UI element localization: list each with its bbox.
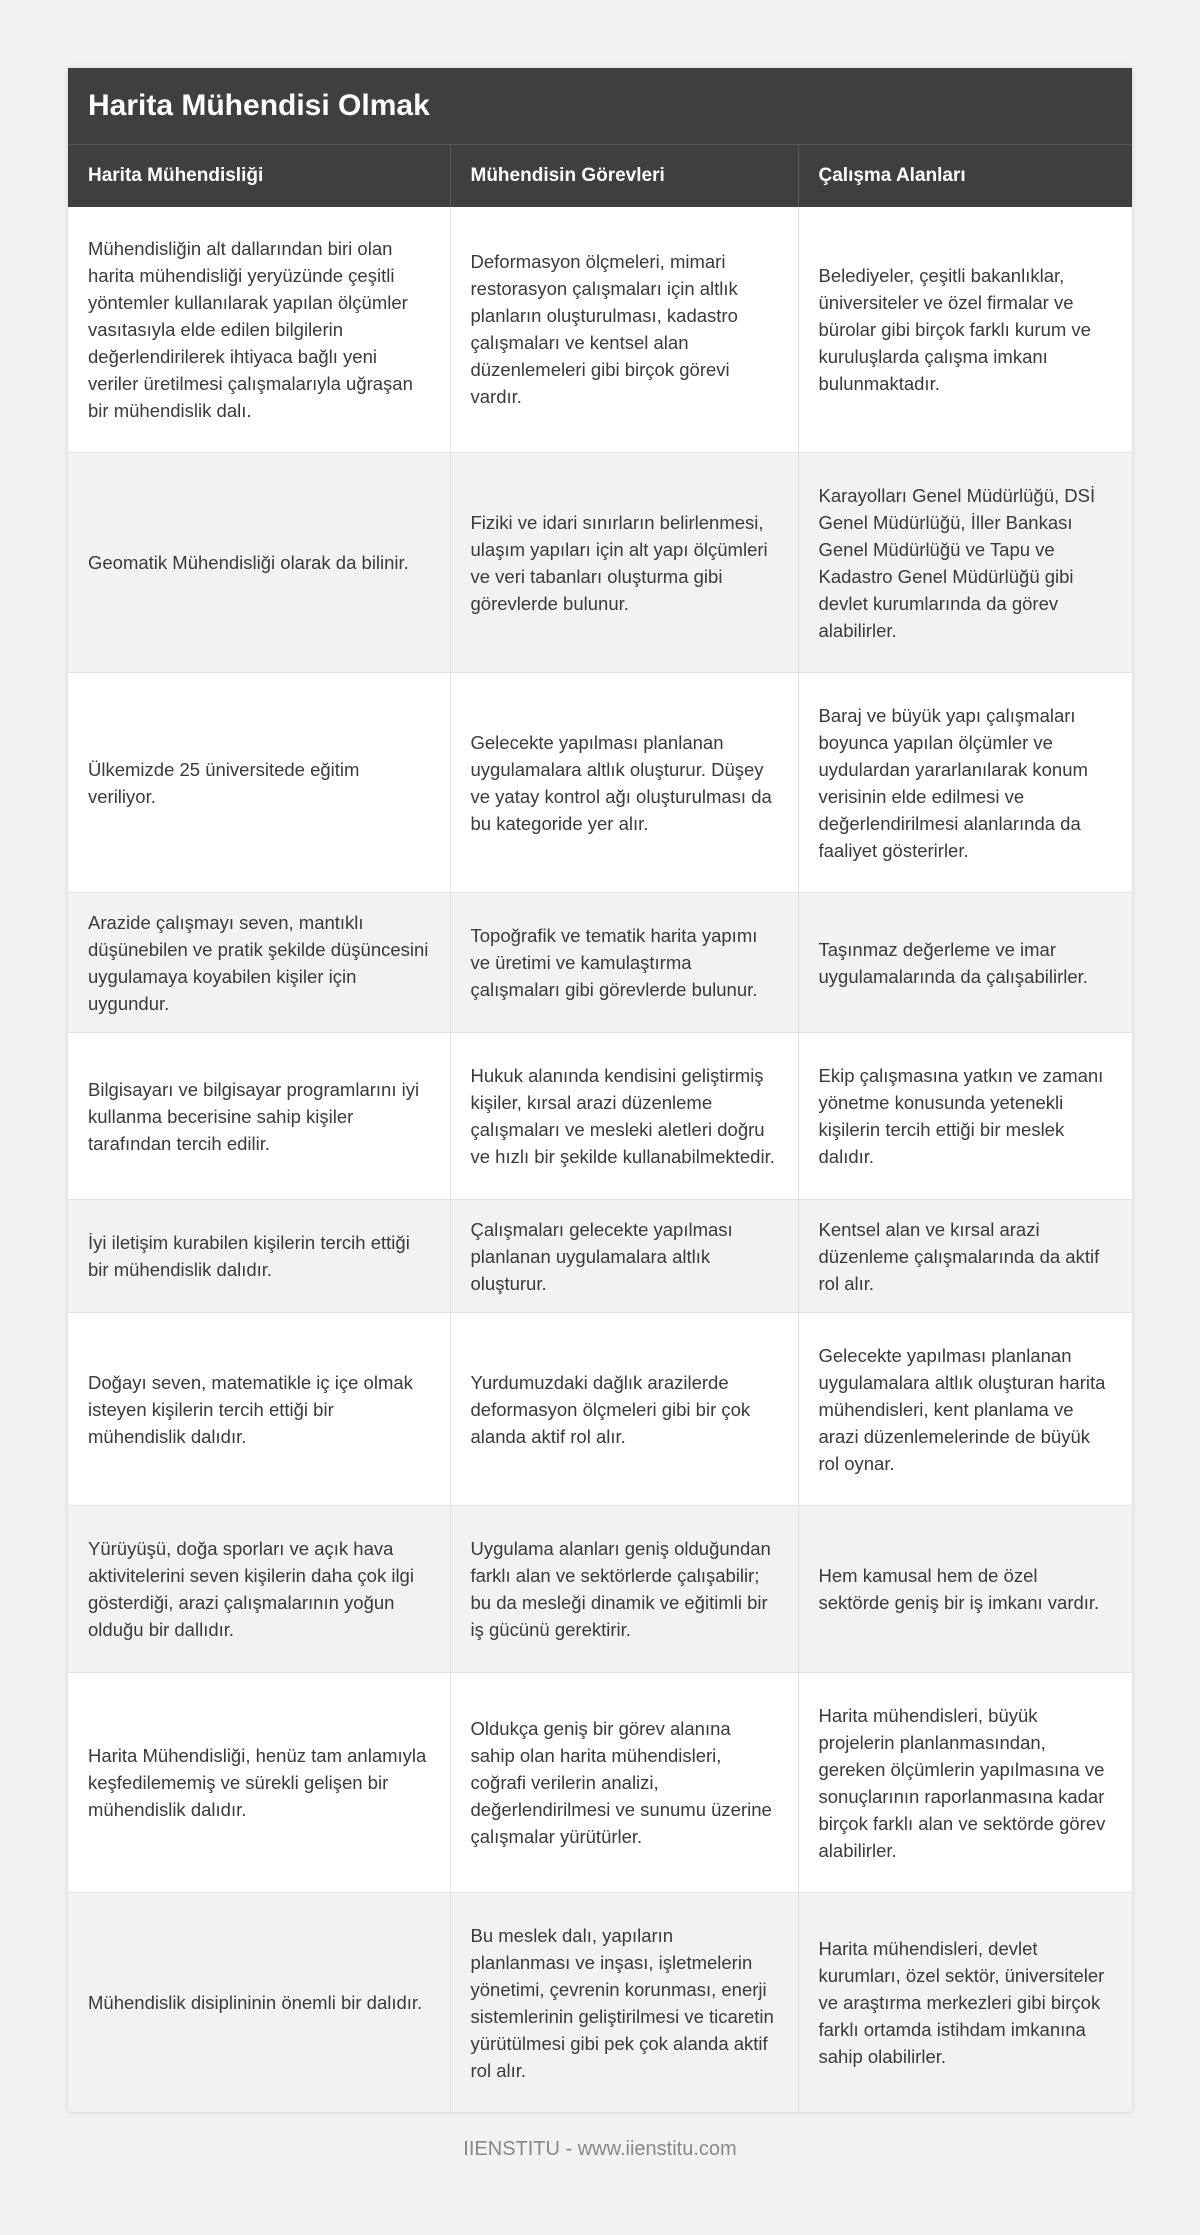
table-cell: Gelecekte yapılması planlanan uygulamalara altlık oluşturan harita mühendisleri, kent planlama ve arazi düzenlemelerinde de büyük rol oynar. [798, 1313, 1132, 1506]
table-cell: Harita mühendisleri, büyük projelerin planlanmasından, gereken ölçümlerin yapılmasına ve sonuçlarının raporlanmasına kadar birçok farklı alan ve sektörde görev alabilirler. [798, 1673, 1132, 1893]
table-cell: Ekip çalışmasına yatkın ve zamanı yönetme konusunda yetenekli kişilerin tercih ettiği bir meslek dalıdır. [798, 1033, 1132, 1200]
table-cell: Mühendislik disiplininin önemli bir dalıdır. [68, 1893, 450, 2113]
table-row [68, 1033, 1132, 1200]
table-cell: Topoğrafik ve tematik harita yapımı ve üretimi ve kamulaştırma çalışmaları gibi görevlerde bulunur. [450, 893, 798, 1033]
table-title: Harita Mühendisi Olmak [68, 68, 1132, 144]
table-cell: Belediyeler, çeşitli bakanlıklar, üniversiteler ve özel firmalar ve bürolar gibi birçok farklı kurum ve kuruluşlarda çalışma imkanı bulunmaktadır. [798, 207, 1132, 453]
table-cell: Bu meslek dalı, yapıların planlanması ve inşası, işletmelerin yönetimi, çevrenin korunması, enerji sistemlerinin geliştirilmesi ve ticaretin yürütülmesi gibi pek çok alanda aktif rol alır. [450, 1893, 798, 2113]
table-cell: Geomatik Mühendisliği olarak da bilinir. [68, 453, 450, 673]
table-cell: Ülkemizde 25 üniversitede eğitim veriliyor. [68, 673, 450, 893]
table-cell: İyi iletişim kurabilen kişilerin tercih ettiği bir mühendislik dalıdır. [68, 1200, 450, 1313]
table-cell: Harita Mühendisliği, henüz tam anlamıyla keşfedilememiş ve sürekli gelişen bir mühendislik dalıdır. [68, 1673, 450, 1893]
table-cell: Taşınmaz değerleme ve imar uygulamalarında da çalışabilirler. [798, 893, 1132, 1033]
table-cell: Uygulama alanları geniş olduğundan farklı alan ve sektörlerde çalışabilir; bu da mesleği dinamik ve eğitimli bir iş gücünü gerektirir. [450, 1506, 798, 1673]
table-row [68, 1313, 1132, 1506]
table-cell: Fiziki ve idari sınırların belirlenmesi, ulaşım yapıları için alt yapı ölçümleri ve veri tabanları oluşturma gibi görevlerde bulunur. [450, 453, 798, 673]
table-cell: Karayolları Genel Müdürlüğü, DSİ Genel Müdürlüğü, İller Bankası Genel Müdürlüğü ve Tapu ve Kadastro Genel Müdürlüğü gibi devlet kurumlarında da görev alabilirler. [798, 453, 1132, 673]
table-cell: Arazide çalışmayı seven, mantıklı düşünebilen ve pratik şekilde düşüncesini uygulamaya koyabilen kişiler için uygundur. [68, 893, 450, 1033]
table-cell: Hem kamusal hem de özel sektörde geniş bir iş imkanı vardır. [798, 1506, 1132, 1673]
column-header-calisma-alanlari: Çalışma Alanları [798, 145, 1132, 207]
table-cell: Yürüyüşü, doğa sporları ve açık hava aktivitelerini seven kişilerin daha çok ilgi gösterdiği, arazi çalışmalarının yoğun olduğu bir dallıdır. [68, 1506, 450, 1673]
column-header-muhendisin-gorevleri: Mühendisin Görevleri [450, 145, 798, 207]
table-row [68, 1893, 1132, 2113]
table-row [68, 453, 1132, 673]
table-row [68, 1506, 1132, 1673]
table-cell: Deformasyon ölçmeleri, mimari restorasyon çalışmaları için altlık planların oluşturulması, kadastro çalışmaları ve kentsel alan düzenlemeleri gibi birçok görevi vardır. [450, 207, 798, 453]
table-row [68, 893, 1132, 1033]
table-row [68, 207, 1132, 453]
table-cell: Harita mühendisleri, devlet kurumları, özel sektör, üniversiteler ve araştırma merkezleri gibi birçok farklı ortamda istihdam imkanına sahip olabilirler. [798, 1893, 1132, 2113]
column-header-harita-muhendisligi: Harita Mühendisliği [68, 145, 450, 207]
table-cell: Baraj ve büyük yapı çalışmaları boyunca yapılan ölçümler ve uydulardan yararlanılarak konum verisinin elde edilmesi ve değerlendirilmesi alanlarında da faaliyet gösterirler. [798, 673, 1132, 893]
table-cell: Gelecekte yapılması planlanan uygulamalara altlık oluşturur. Düşey ve yatay kontrol ağı oluşturulması da bu kategoride yer alır. [450, 673, 798, 893]
table-cell: Çalışmaları gelecekte yapılması planlanan uygulamalara altlık oluşturur. [450, 1200, 798, 1313]
table-cell: Yurdumuzdaki dağlık arazilerde deformasyon ölçmeleri gibi bir çok alanda aktif rol alır. [450, 1313, 798, 1506]
table-row [68, 1673, 1132, 1893]
footer-credit: IIENSTITU - www.iienstitu.com [463, 2138, 737, 2160]
table-header-row [68, 145, 1132, 207]
info-table-card [68, 68, 1132, 2113]
info-table [68, 144, 1132, 2113]
table-cell: Oldukça geniş bir görev alanına sahip olan harita mühendisleri, coğrafi verilerin analizi, değerlendirilmesi ve sunumu üzerine çalışmalar yürütürler. [450, 1673, 798, 1893]
table-cell: Hukuk alanında kendisini geliştirmiş kişiler, kırsal arazi düzenleme çalışmaları ve mesleki aletleri doğru ve hızlı bir şekilde kullanabilmektedir. [450, 1033, 798, 1200]
table-cell: Doğayı seven, matematikle iç içe olmak isteyen kişilerin tercih ettiği bir mühendislik dalıdır. [68, 1313, 450, 1506]
table-cell: Mühendisliğin alt dallarından biri olan harita mühendisliği yeryüzünde çeşitli yöntemler kullanılarak yapılan ölçümler vasıtasıyla elde edilen bilgilerin değerlendirilerek ihtiyaca bağlı yeni veriler üretilmesi çalışmalarıyla uğraşan bir mühendislik dalı. [68, 207, 450, 453]
table-row [68, 673, 1132, 893]
table-cell: Bilgisayarı ve bilgisayar programlarını iyi kullanma becerisine sahip kişiler tarafından tercih edilir. [68, 1033, 450, 1200]
table-cell: Kentsel alan ve kırsal arazi düzenleme çalışmalarında da aktif rol alır. [798, 1200, 1132, 1313]
table-row [68, 1200, 1132, 1313]
